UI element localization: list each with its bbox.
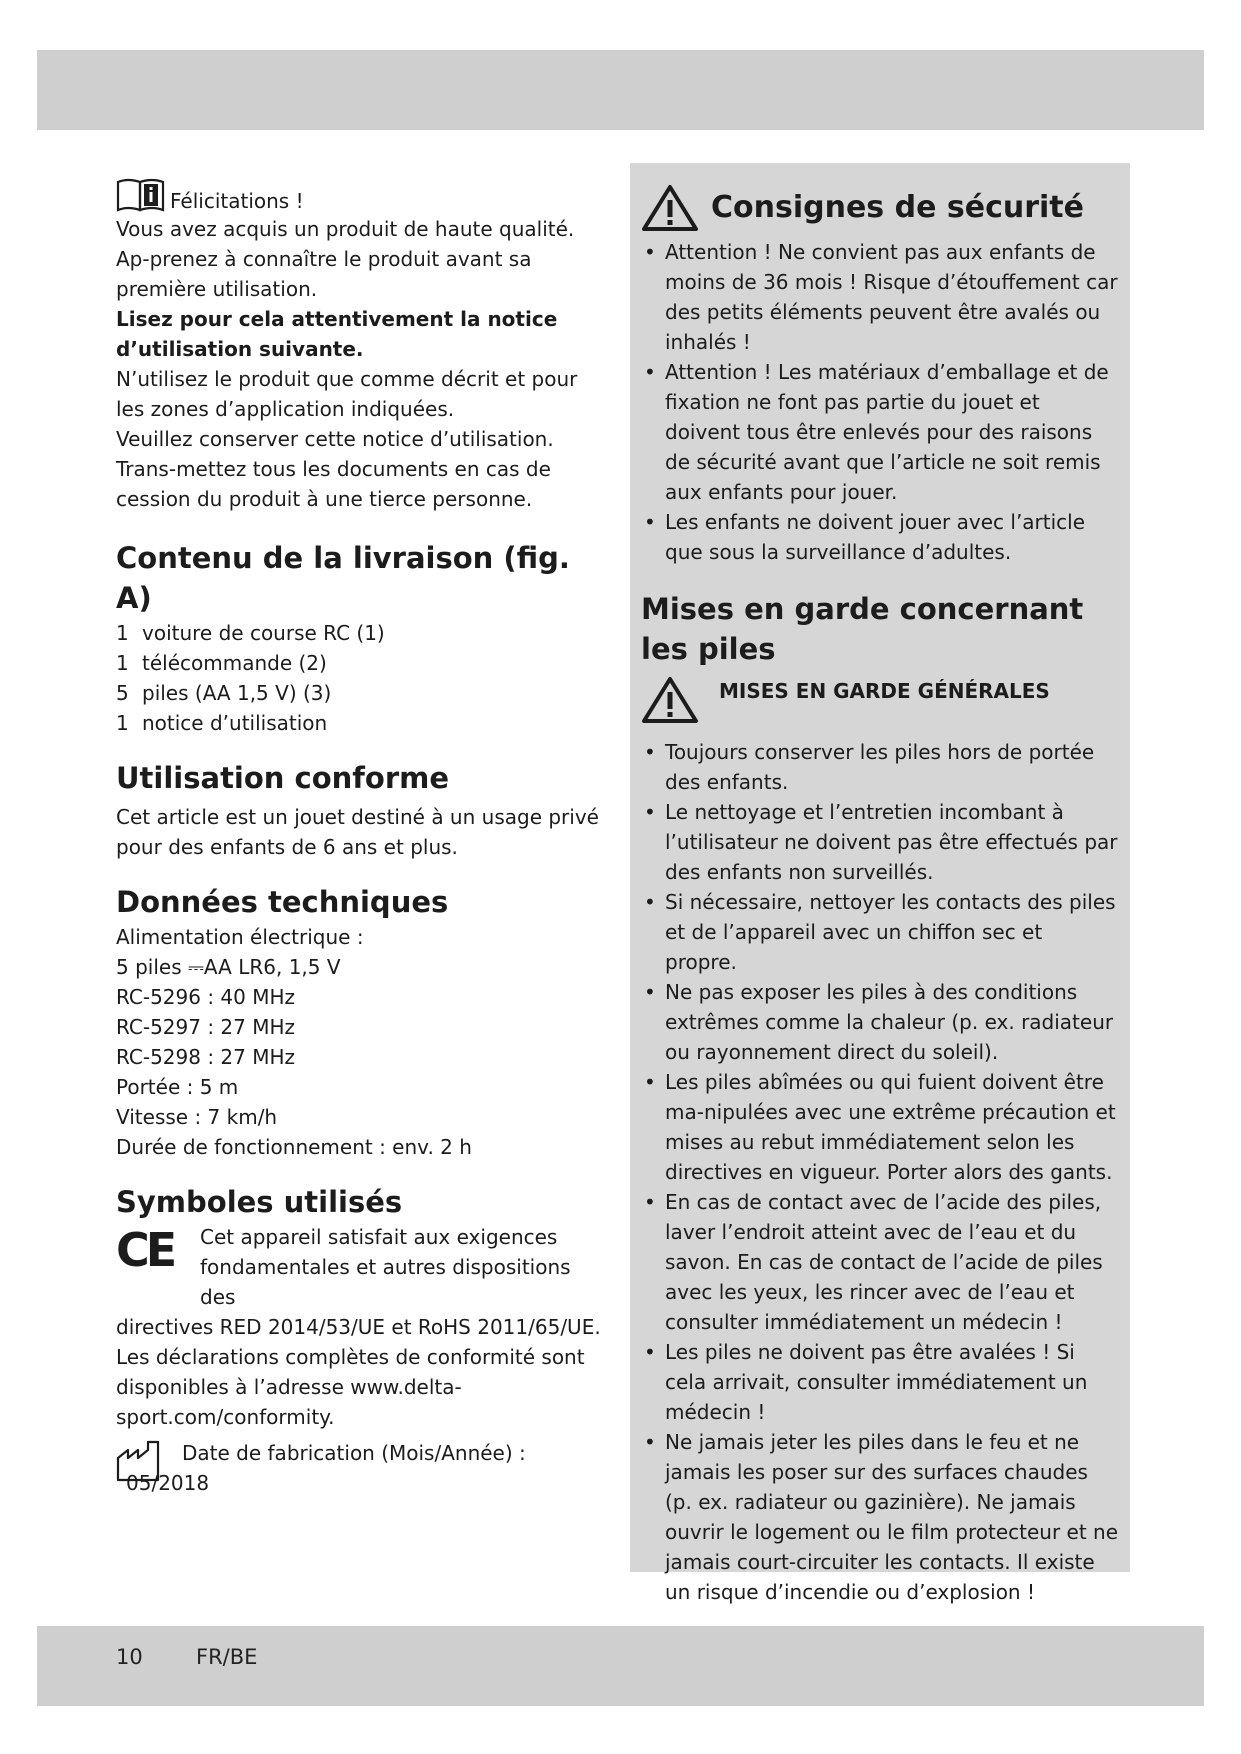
contents-list [116, 618, 602, 738]
tech-line: Alimentation électrique : [116, 925, 364, 949]
item-qty: 1 [116, 651, 129, 675]
ce-text-first: Cet appareil satisfait aux exigences fondamentales et autres dispositions des [200, 1225, 571, 1309]
general-warnings-row [641, 675, 1120, 725]
intro-paragraph: Vous avez acquis un produit de haute qualité. Ap-prenez à connaître le produit avant sa première utilisation. [116, 217, 575, 301]
warning-icon [641, 183, 699, 233]
contents-heading: Contenu de la livraison (fig. A) [116, 541, 570, 615]
battery-warnings-list [641, 737, 1120, 1607]
list-item: • Attention ! Ne convient pas aux enfants de moins de 36 mois ! Risque d’étouffement car des petits éléments peuvent être avalés ou inhalés ! [641, 237, 1120, 357]
tech-line: RC-5296 : 40 MHz [116, 985, 296, 1009]
item-text: notice d’utilisation [142, 711, 328, 735]
list-item: • Toujours conserver les piles hors de portée des enfants. [641, 737, 1120, 797]
item-qty: 5 [116, 681, 129, 705]
list-item [116, 708, 602, 738]
warning-icon [641, 675, 699, 725]
language-code: FR/BE [196, 1645, 258, 1669]
list-item: • Les piles ne doivent pas être avalées ! Si cela arrivait, consulter immédiatement un médecin ! [641, 1337, 1120, 1427]
usage-text: Cet article est un jouet destiné à un usage privé pour des enfants de 6 ans et plus. [116, 805, 599, 859]
warning-panel [630, 163, 1130, 1604]
usage-heading: Utilisation conforme [116, 761, 450, 795]
keep-manual-note: Veuillez conserver cette notice d’utilisation. Trans-mettez tous les documents en cas de cession du produit à une tierce personne. [116, 427, 554, 511]
info-book-icon [116, 178, 166, 214]
item-text: voiture de course RC (1) [142, 621, 385, 645]
ce-row [116, 1222, 602, 1312]
tech-line: Durée de fonctionnement : env. 2 h [116, 1135, 472, 1159]
congrats-text: Félicitations ! [170, 189, 304, 213]
item-text: piles (AA 1,5 V) (3) [142, 681, 332, 705]
safety-heading: Consignes de sécurité [711, 190, 1084, 225]
page-number: 10 [116, 1645, 143, 1669]
list-item: • Le nettoyage et l’entretien incombant à l’utilisateur ne doivent pas être effectués par des enfants non surveillés. [641, 797, 1120, 887]
item-qty: 1 [116, 711, 129, 735]
manufacture-label: Date de fabrication (Mois/Année) : [182, 1441, 526, 1465]
list-item: • Ne jamais jeter les piles dans le feu et ne jamais les poser sur des surfaces chaudes (p. ex. radiateur ou gazinière). Ne jamais ouvrir le logement ou le film protecteur et ne jamais court-circuiter les contacts. Il existe un risque d’incendie ou d’explosion ! [641, 1427, 1120, 1607]
manufacture-row [116, 1438, 602, 1498]
congrats-row [116, 180, 602, 214]
tech-line: RC-5298 : 27 MHz [116, 1045, 296, 1069]
usage-note: N’utilisez le produit que comme décrit et pour les zones d’application indiquées. [116, 367, 578, 421]
list-item: • Attention ! Les matériaux d’emballage et de fixation ne font pas partie du jouet et doivent tous être enlevés pour des raisons de sécurité avant que l’article ne soit remis aux enfants pour jouer. [641, 357, 1120, 507]
ce-text-rest: directives RED 2014/53/UE et RoHS 2011/65/UE. Les déclarations complètes de conformité sont disponibles à l’adresse www.delta-sport.com/conformity. [116, 1315, 601, 1429]
safety-title-row [641, 183, 1120, 233]
tech-line: Vitesse : 7 km/h [116, 1105, 278, 1129]
left-column [116, 180, 602, 1498]
general-warnings-heading: MISES EN GARDE GÉNÉRALES [719, 679, 1050, 703]
list-item [116, 648, 602, 678]
tech-line: Portée : 5 m [116, 1075, 239, 1099]
batteries-heading: Mises en garde concernant les piles [641, 592, 1084, 666]
symbols-heading: Symboles utilisés [116, 1185, 403, 1219]
list-item [116, 618, 602, 648]
list-item: • Ne pas exposer les piles à des conditions extrêmes comme la chaleur (p. ex. radiateur ou rayonnement direct du soleil). [641, 977, 1120, 1067]
tech-heading: Données techniques [116, 885, 449, 919]
manufacture-date: 05/2018 [126, 1471, 210, 1495]
ce-mark-icon: CE [116, 1223, 174, 1277]
list-item [116, 678, 602, 708]
item-qty: 1 [116, 621, 129, 645]
list-item: • En cas de contact avec de l’acide des piles, laver l’endroit atteint avec de l’eau et du savon. En cas de contact de l’acide de piles avec les yeux, les rincer avec de l’eau et consulter immédiatement un médecin ! [641, 1187, 1120, 1337]
list-item: • Les enfants ne doivent jouer avec l’article que sous la surveillance d’adultes. [641, 507, 1120, 567]
header-band [37, 50, 1204, 130]
safety-list [641, 237, 1120, 567]
tech-line: RC-5297 : 27 MHz [116, 1015, 296, 1039]
intro-bold-note: Lisez pour cela attentivement la notice d’utilisation suivante. [116, 307, 558, 361]
tech-specs [116, 922, 602, 1162]
list-item: • Les piles abîmées ou qui fuient doivent être ma-nipulées avec une extrême précaution et mises au rebut immédiatement selon les directives en vigueur. Porter alors des gants. [641, 1067, 1120, 1187]
tech-line: 5 piles ⎓AA LR6, 1,5 V [116, 955, 341, 979]
list-item: • Si nécessaire, nettoyer les contacts des piles et de l’appareil avec un chiffon sec et propre. [641, 887, 1120, 977]
item-text: télécommande (2) [142, 651, 327, 675]
